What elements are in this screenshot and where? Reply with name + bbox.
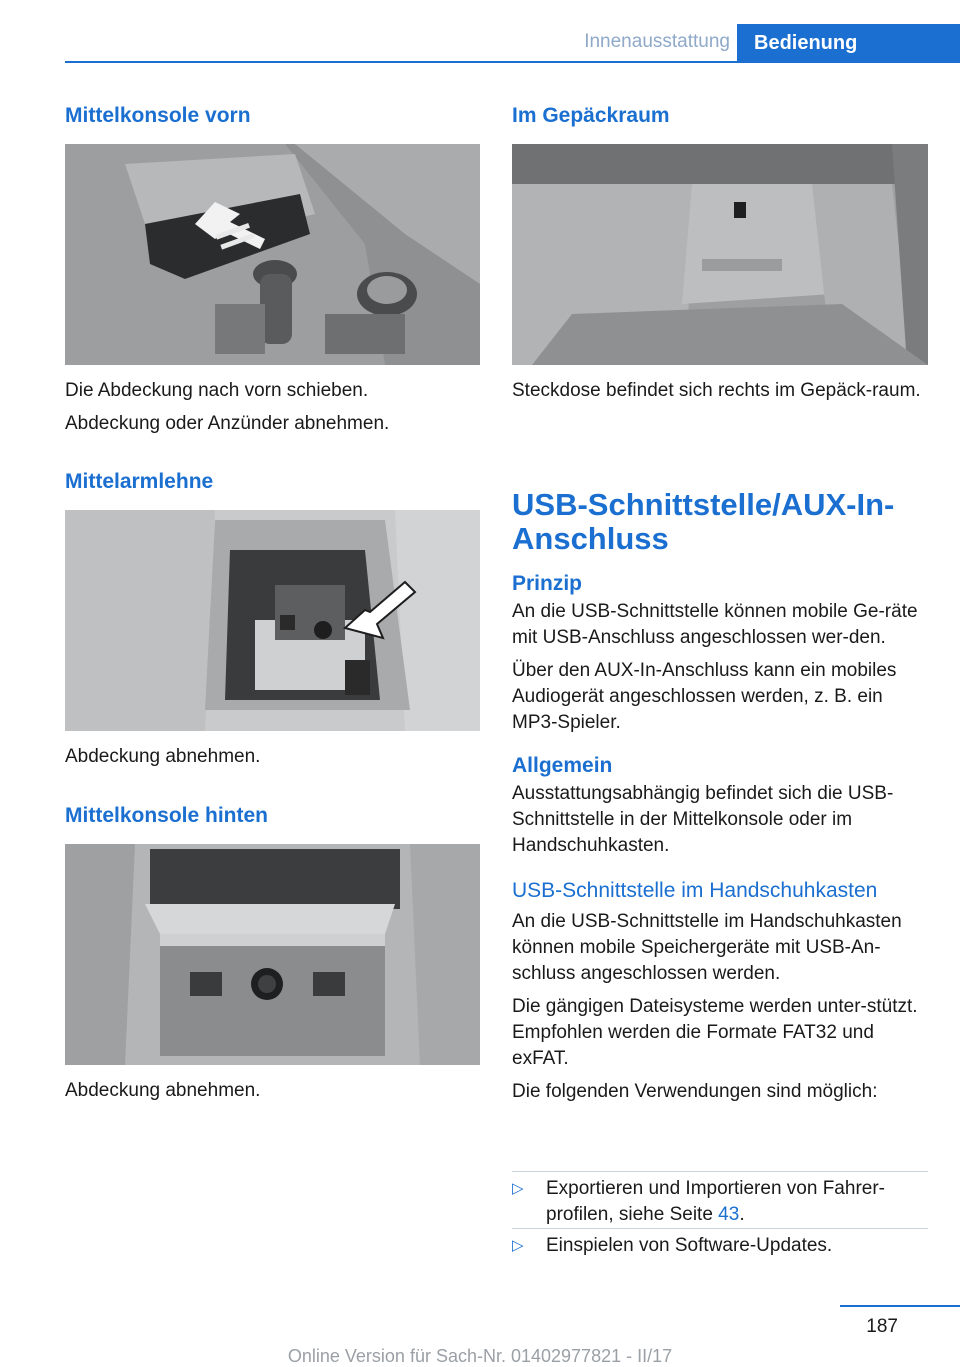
heading-im-gepaeckraum: Im Gepäckraum: [512, 104, 670, 127]
list-item: [512, 1233, 932, 1259]
footer-online-version: Online Version für Sach-Nr. 01402977821 - II/17: [287, 1346, 673, 1366]
paragraph: Die gängigen Dateisysteme werden unter-stützt. Empfohlen werden die Formate FAT32 und exFAT.: [512, 996, 918, 1069]
image-armrest: [65, 510, 480, 731]
page-link[interactable]: 43: [718, 1204, 740, 1225]
paragraph: Ausstattungsabhängig befindet sich die USB-Schnittstelle in der Mittelkonsole oder im Handschuhkasten.: [512, 783, 894, 856]
list-divider: [512, 1228, 928, 1229]
paragraph: Über den AUX-In-Anschluss kann ein mobiles Audiogerät angeschlossen werden, z. B. ein MP3-Spieler.: [512, 660, 897, 733]
paragraph: Abdeckung oder Anzünder abnehmen.: [65, 413, 390, 434]
heading-mittelkonsole-hinten: Mittelkonsole hinten: [65, 804, 269, 827]
paragraph: Steckdose befindet sich rechts im Gepäck-raum.: [512, 380, 921, 401]
text-block-usb: [512, 572, 932, 1105]
heading-mittelarmlehne: Mittelarmlehne: [65, 470, 214, 493]
subheading-usb-handschuhkasten: USB-Schnittstelle im Handschuhkasten: [512, 879, 878, 902]
text-block: [512, 378, 928, 404]
heading-mittelkonsole-vorn: Mittelkonsole vorn: [65, 104, 251, 127]
subheading-allgemein: Allgemein: [512, 754, 613, 777]
page-number: 187: [866, 1316, 898, 1337]
paragraph: An die USB-Schnittstelle können mobile Ge-räte mit USB-Anschluss angeschlossen wer-den.: [512, 601, 918, 648]
list-item-text: Exportieren und Importieren von Fahrer-profilen, siehe Seite 43.: [546, 1178, 885, 1225]
text-block: [65, 744, 480, 770]
list-item: [512, 1176, 932, 1228]
paragraph: Abdeckung abnehmen.: [65, 1080, 261, 1101]
image-rear-console: [65, 844, 480, 1065]
list-item-text: Einspielen von Software-Updates.: [546, 1235, 833, 1256]
paragraph: Die folgenden Verwendungen sind möglich:: [512, 1081, 878, 1102]
paragraph: Die Abdeckung nach vorn schieben.: [65, 380, 369, 401]
paragraph: Abdeckung abnehmen.: [65, 746, 261, 767]
image-luggage-compartment: [512, 144, 928, 365]
text-block: [65, 1078, 480, 1104]
text-block: [65, 378, 480, 437]
triangle-right-icon: ▷: [512, 1237, 524, 1254]
header-section-label: Innenausstattung: [584, 31, 730, 52]
image-front-console: [65, 144, 480, 365]
subheading-prinzip: Prinzip: [512, 572, 583, 595]
header-chapter-tab: Bedienung: [737, 24, 960, 62]
list-divider: [512, 1171, 928, 1172]
header-rule: [65, 61, 960, 63]
paragraph: An die USB-Schnittstelle im Handschuhkasten können mobile Speichergeräte mit USB-An-schluss angeschlossen werden.: [512, 911, 902, 984]
heading-usb-aux: USB-Schnittstelle/AUX-In-Anschluss: [512, 487, 895, 556]
page-number-rule: [840, 1305, 960, 1307]
triangle-right-icon: ▷: [512, 1180, 524, 1197]
